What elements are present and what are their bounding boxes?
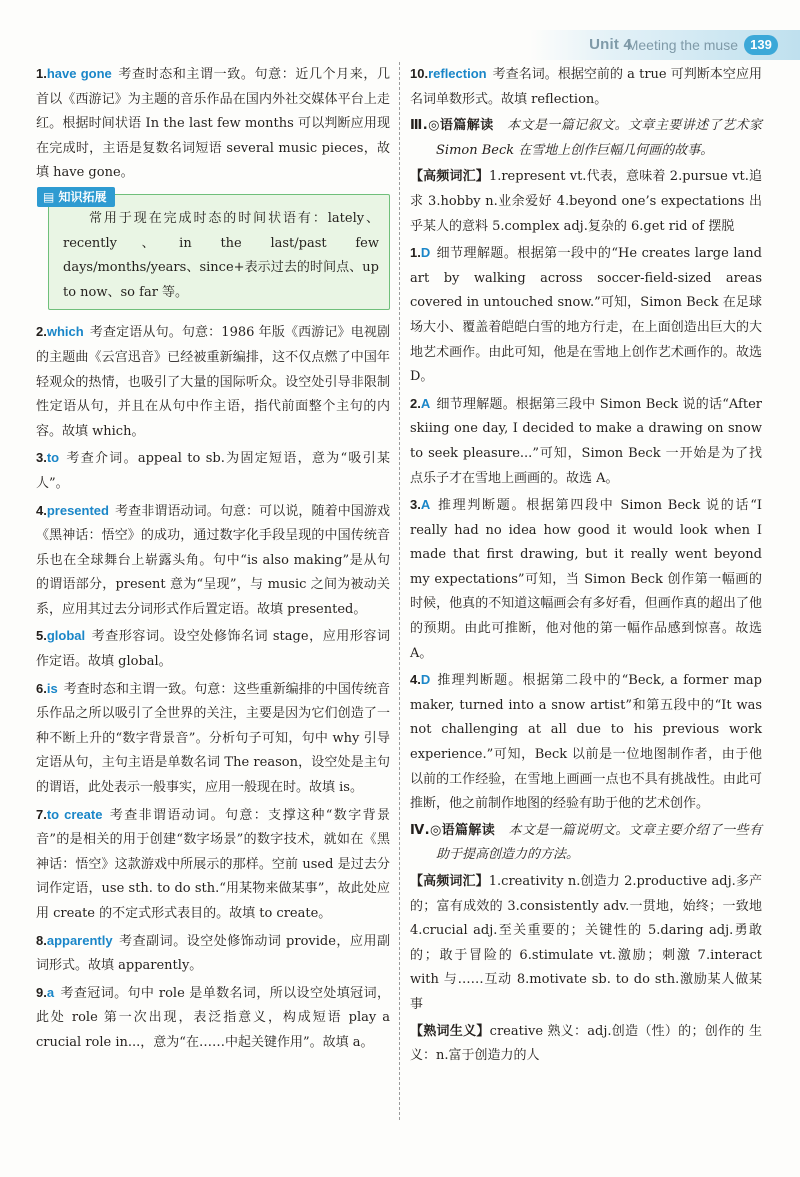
answer-key: a <box>46 984 55 1000</box>
vocab-list: 1.creativity n.创造力 2.productive adj.多产的；富有成效的 3.consistently adv.一贯地，始终；一致地 4.crucial adj.至关重要的；关键性的 5.daring adj.勇敢的；敢于冒险的 6.stimulate vt.激励；刺激 7.interact with 与……互动 8.motivate sb. to do sth.激励某人做某事 <box>410 874 762 1012</box>
answer-explanation: 细节理解题。根据第三段中 Simon Beck 说的话“After skiing one day, I decided to make a drawing on snow to seek pleasure...”可知，Simon Beck 一开始是为了找点乐子才在雪地上画画的。故选 A。 <box>410 396 762 486</box>
answer-explanation: 考查非谓语动词。句意：可以说，随着中国游戏《黑神话：悟空》的成功，通过数字化手段呈现的中国传统音乐也在全球舞台上崭露头角。句中“is also making”是从句的谓语部分，present 意为“呈现”，与 music 之间为被动关系，应用其过去分词形式作后置定语。故填 presented。 <box>36 503 390 617</box>
vocab-list: 1.represent vt.代表，意味着 2.pursue vt.追求 3.hobby n.业余爱好 4.beyond one’s expectations 出乎某人的意料 5.complex adj.复杂的 6.get rid of 摆脱 <box>410 169 762 234</box>
familiar-word-text: creative 熟义：adj.创造（性）的；创作的 生义：n.富于创造力的人 <box>410 1023 762 1064</box>
high-frequency-vocab-iii <box>410 165 762 239</box>
answer-item-8 <box>36 929 390 979</box>
item-number: 2. <box>36 324 47 340</box>
answer-key: presented <box>46 502 109 518</box>
answer-explanation: 考查时态和主谓一致。句意：这些重新编排的中国传统音乐作品之所以吸引了全世界的关注，主要是因为它们创造了一种不断上升的“数字背景音”。分析句子可知，句中 why 引导定语从句，主句主语是单数名词 The reason，设空处是主句的谓语，此处表示一般事实，应用一般现在时。故填 is。 <box>36 681 390 796</box>
section-iv-reading-notes <box>410 819 762 868</box>
familiar-word-new-meaning <box>410 1020 762 1069</box>
answer-item-2 <box>36 320 390 444</box>
answer-key: have gone <box>46 66 112 81</box>
box-text: 常用于现在完成时态的时间状语有：lately、recently、in the last/past few days/months/years、since+表示过去的时间点、up to now、so far 等。 <box>63 210 379 300</box>
right-column <box>410 62 762 1147</box>
answer-item-6 <box>36 677 390 801</box>
answer-key: to <box>46 450 60 466</box>
answer-item-9 <box>36 981 390 1056</box>
section-summary: 本文是一篇说明文。文章主要介绍了一些有助于提高创造力的方法。 <box>436 822 762 863</box>
answer-item-7 <box>36 803 390 927</box>
item-number: 1. <box>36 66 47 81</box>
answer-key: apparently <box>46 932 113 948</box>
item-number: 3. <box>36 450 47 466</box>
answer-item-10 <box>410 62 762 112</box>
answer-explanation: 考查名词。根据空前的 a true 可判断本空应用名词单数形式。故填 reflection。 <box>410 67 762 107</box>
answer-item-5 <box>36 624 390 674</box>
section-iii-reading-notes <box>410 114 762 163</box>
answer-explanation: 考查非谓语动词。句意：支撑这种“数字背景音”的是相关的用于创建“数字场景”的数字技术，就如在《黑神话：悟空》这款游戏中所展示的那样。空前 used 是过去分词作定语，use sth. to do sth.“用某物来做某事”，故此处应用 create 的不定式形式表目的。故填 to create。 <box>36 807 390 921</box>
answer-key: which <box>46 324 84 340</box>
item-number: 2. <box>410 395 421 411</box>
vocab-label: 【高频词汇】 <box>410 169 489 185</box>
answer-explanation: 考查冠词。句中 role 是单数名词，所以设空处填冠词，此处 role 第一次出现，表泛指意义，构成短语 play a crucial role in...，意为“在……中起关键作用”。故填 a。 <box>36 985 390 1050</box>
page-number: 139 <box>744 35 778 55</box>
item-number: 3. <box>410 497 421 513</box>
reading-answer-2 <box>410 392 762 491</box>
unit-label: Unit 4 <box>589 36 632 53</box>
reading-answer-1 <box>410 241 762 390</box>
section-heading: Ⅳ.◎语篇解读 <box>410 822 496 838</box>
answer-explanation: 细节理解题。根据第一段中的“He creates large land art by walking across soccer-field-sized areas covered in untouched snow.”可知，Simon Beck 在足球场大小、覆盖着皑皑白雪的地方行走，在上面创造出巨大的大地艺术画作。由此可知，他是在雪地上创作艺术画作的。故选 D。 <box>410 246 762 385</box>
answer-key: is <box>46 680 58 696</box>
familiar-word-label: 【熟词生义】 <box>410 1023 490 1039</box>
unit-theme: Meeting the muse <box>626 37 738 53</box>
answer-explanation: 推理判断题。根据第四段中 Simon Beck 说的话“I really had no idea how good it would look when I made that first drawing, but it really went beyond my expectations”可知，当 Simon Beck 创作第一幅画的时候，他真的不知道这幅画会有多好看，但画作真的超出了他的预期。由此可推断，他对他的第一幅作品感到惊喜。故选 A。 <box>410 498 762 661</box>
answer-item-4 <box>36 499 390 623</box>
answer-explanation: 推理判断题。根据第二段中的“Beck, a former map maker, turned into a snow artist”和第五段中的“It was not challenging at all due to his previous work experience.”可知，Beck 以前是一位地图制作者，由于他以前的工作经验，在雪地上画画一点也不具有挑战性。由此可推断，他之前制作地图的经验有助于他的艺术创作。 <box>410 673 762 812</box>
item-number: 9. <box>36 984 47 1000</box>
answer-key: D <box>420 672 431 688</box>
page-header <box>530 30 800 60</box>
knowledge-extension-box <box>43 189 390 310</box>
answer-item-1 <box>36 62 390 186</box>
item-number: 6. <box>36 680 47 696</box>
answer-key: A <box>420 497 431 513</box>
answer-key: reflection <box>428 66 487 81</box>
vocab-label: 【高频词汇】 <box>410 874 489 889</box>
item-number: 5. <box>36 628 47 644</box>
answer-explanation: 考查副词。设空处修饰动词 provide，应用副词形式。故填 apparently。 <box>36 933 390 974</box>
item-number: 7. <box>36 806 47 822</box>
item-number: 1. <box>410 245 421 261</box>
box-tag-label: 知识拓展 <box>58 189 107 204</box>
item-number: 4. <box>36 502 47 518</box>
high-frequency-vocab-iv <box>410 870 762 1018</box>
answer-explanation: 考查形容词。设空处修饰名词 stage，应用形容词作定语。故填 global。 <box>36 629 390 670</box>
section-heading: Ⅲ.◎语篇解读 <box>410 118 494 134</box>
answer-explanation: 考查介词。appeal to sb.为固定短语，意为“吸引某人”。 <box>36 451 390 491</box>
answer-explanation: 考查时态和主谓一致。句意：近几个月来，几首以《西游记》为主题的音乐作品在国内外社交媒体平台上走红。根据时间状语 In the last few months 可以判断应用现在完成时，主语是复数名词短语 several music pieces，故填 have gone。 <box>36 67 390 181</box>
knowledge-extension-tag: ▤ 知识拓展 <box>37 187 115 207</box>
answer-key: D <box>420 245 431 261</box>
item-number: 4. <box>410 672 421 688</box>
reading-answer-4 <box>410 668 762 817</box>
item-number: 10. <box>410 66 429 81</box>
answer-explanation: 考查定语从句。句意：1986 年版《西游记》电视剧的主题曲《云宫迅音》已经被重新编排，这不仅点燃了中国年轻观众的热情，也吸引了大量的国际听众。设空处引导非限制性定语从句，并且在从句中作主语，指代前面整个主句的内容。故填 which。 <box>36 325 390 439</box>
answer-item-3 <box>36 446 390 496</box>
column-divider <box>399 62 400 1120</box>
answer-key: to create <box>46 806 103 822</box>
reading-answer-3 <box>410 493 762 666</box>
left-column <box>36 62 390 1147</box>
item-number: 8. <box>36 932 47 948</box>
answer-key: A <box>420 395 431 411</box>
answer-key: global <box>46 628 86 644</box>
section-summary: 本文是一篇记叙文。文章主要讲述了艺术家 Simon Beck 在雪地上创作巨幅几何画的故事。 <box>436 118 762 158</box>
